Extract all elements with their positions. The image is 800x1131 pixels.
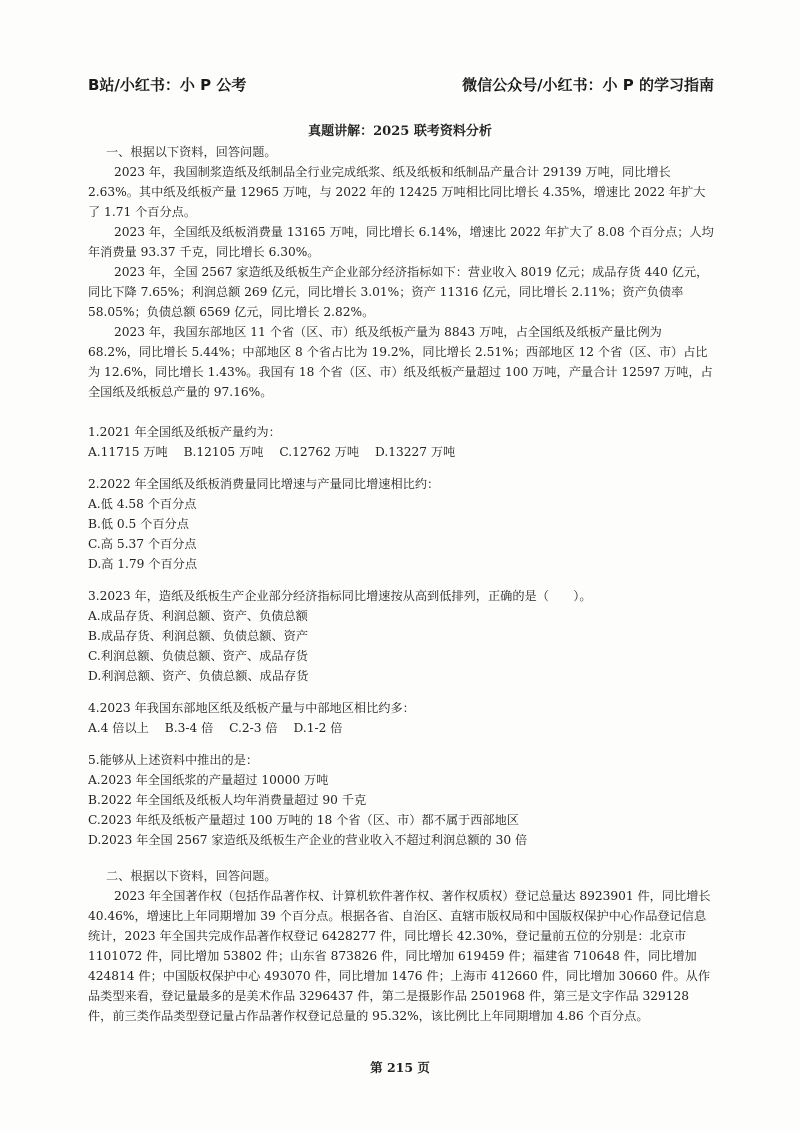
option-d: D.13227 万吨: [374, 445, 456, 459]
question-5: [88, 750, 716, 850]
document-title: 真题讲解：2025 联考资料分析: [308, 124, 492, 139]
option-d: D.2023 年全国 2567 家造纸及纸板生产企业的营业收入不超过利润总额的 30 倍: [88, 833, 528, 847]
section-1-paragraph-3: 2023 年，全国 2567 家造纸及纸板生产企业部分经济指标如下：营业收入 8019 亿元；成品存货 440 亿元，同比下降 7.65%；利润总额 269 亿元，同比增长 3.01%；资产 11316 亿元，同比增长 2.11%；资产负债率 58.05%；负债总额 6569 亿元，同比增长 2.82%。: [88, 265, 709, 319]
option-a: A.4 倍以上: [88, 721, 149, 735]
question-1: [88, 422, 716, 462]
option-b: B.低 0.5 个百分点: [88, 517, 189, 531]
header-left: B站/小红书：小 P 公考: [88, 76, 247, 94]
option-a: A.成品存货、利润总额、资产、负债总额: [88, 609, 308, 623]
option-d: D.高 1.79 个百分点: [88, 557, 198, 571]
option-c: C.利润总额、负债总额、资产、成品存货: [88, 649, 308, 663]
option-d: D.利润总额、资产、负债总额、成品存货: [88, 669, 309, 683]
question-stem: 3.2023 年，造纸及纸板生产企业部分经济指标同比增速按从高到低排列，正确的是（ ）。: [88, 589, 592, 603]
document-body: [88, 142, 716, 1026]
option-c: C.2023 年纸及纸板产量超过 100 万吨的 18 个省（区、市）都不属于西部地区: [88, 813, 519, 827]
option-c: C.高 5.37 个百分点: [88, 537, 197, 551]
section-2-heading: 二、根据以下资料，回答问题。: [106, 869, 277, 883]
question-stem: 2.2022 年全国纸及纸板消费量同比增速与产量同比增速相比约：: [88, 477, 440, 491]
section-1-paragraph-2: 2023 年，全国纸及纸板消费量 13165 万吨，同比增长 6.14%，增速比 2022 年扩大了 8.08 个百分点；人均年消费量 93.37 千克，同比增长 6.30%。: [88, 225, 714, 259]
option-a: A.低 4.58 个百分点: [88, 497, 197, 511]
section-1-heading: 一、根据以下资料，回答问题。: [106, 145, 277, 159]
page-number: 第 215 页: [370, 1060, 430, 1075]
option-c: C.12762 万吨: [279, 445, 360, 459]
option-b: B.2022 年全国纸及纸板人均年消费量超过 90 千克: [88, 793, 367, 807]
option-row: [88, 442, 716, 462]
option-row: [88, 718, 716, 738]
section-1-paragraph-4: 2023 年，我国东部地区 11 个省（区、市）纸及纸板产量为 8843 万吨，占全国纸及纸板产量比例为 68.2%，同比增长 5.44%；中部地区 8 个省占比为 19.2%，同比增长 2.51%；西部地区 12 个省（区、市）占比为 12.6%，同比增长 1.43%。我国有 18 个省（区、市）纸及纸板产量超过 100 万吨，产量合计 12597 万吨，占全国纸及纸板总产量的 97.16%。: [88, 325, 713, 399]
option-b: B.成品存货、利润总额、负债总额、资产: [88, 629, 309, 643]
option-a: A.11715 万吨: [88, 445, 168, 459]
question-3: [88, 586, 716, 686]
option-c: C.2-3 倍: [229, 721, 278, 735]
option-a: A.2023 年全国纸浆的产量超过 10000 万吨: [88, 773, 329, 787]
header-right: 微信公众号/小红书：小 P 的学习指南: [462, 76, 714, 94]
option-b: B.12105 万吨: [183, 445, 264, 459]
question-stem: 1.2021 年全国纸及纸板产量约为：: [88, 425, 281, 439]
option-b: B.3-4 倍: [164, 721, 214, 735]
option-d: D.1-2 倍: [293, 721, 343, 735]
section-1-paragraph-1: 2023 年，我国制浆造纸及纸制品全行业完成纸浆、纸及纸板和纸制品产量合计 29139 万吨，同比增长 2.63%。其中纸及纸板产量 12965 万吨，与 2022 年的 12425 万吨相比同比增长 4.35%，增速比 2022 年扩大了 1.71 个百分点。: [88, 165, 706, 219]
section-2-paragraph: 2023 年全国著作权（包括作品著作权、计算机软件著作权、著作权质权）登记总量达 8923901 件，同比增长 40.46%，增速比上年同期增加 39 个百分点。根据各省、自治区、直辖市版权局和中国版权保护中心作品登记信息统计，2023 年全国共完成作品著作权登记 6428277 件，同比增长 42.30%，登记量前五位的分别是：北京市 1101072 件，同比增加 53802 件；山东省 873826 件，同比增加 619459 件；福建省 710648 件，同比增加 424814 件；中国版权保护中心 493070 件，同比增加 1476 件；上海市 412660 件，同比增加 30660 件。从作品类型来看，登记量最多的是美术作品 3296437 件，第二是摄影作品 2501968 件，第三是文字作品 329128 件，前三类作品类型登记量占作品著作权登记总量的 95.32%，该比例比上年同期增加 4.86 个百分点。: [88, 889, 711, 1023]
question-stem: 5.能够从上述资料中推出的是：: [88, 753, 259, 767]
question-4: [88, 698, 716, 738]
question-stem: 4.2023 年我国东部地区纸及纸板产量与中部地区相比约多：: [88, 701, 415, 715]
question-2: [88, 474, 716, 574]
